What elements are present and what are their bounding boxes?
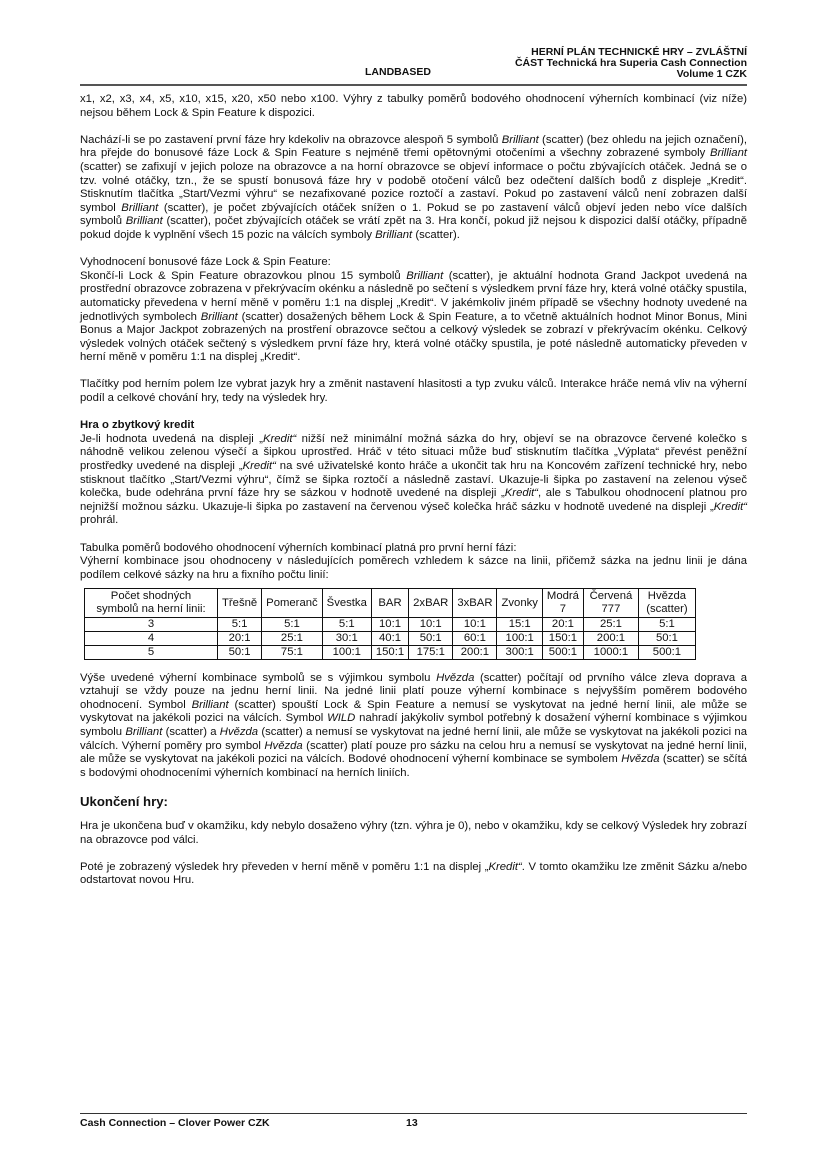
paytable-cell: 175:1 [409,645,453,659]
paytable-cell: 20:1 [218,631,262,645]
paragraph-game-end: Hra je ukončena buď v okamžiku, kdy nebylo dosaženo výhry (tzn. výhra je 0), nebo v okamžiku, kdy se celkový Výsledek hry zobrazí na obrazovce pod válci. [80,819,747,846]
paytable-header-cell: 3xBAR [453,589,497,617]
header-title-line3: Volume 1 CZK [676,68,747,80]
paytable-row [85,645,696,659]
paytable-cell: 100:1 [497,631,542,645]
page-header [80,44,747,82]
paytable-header-cell: Modrá 7 [542,589,583,617]
header-title-line1: HERNÍ PLÁN TECHNICKÉ HRY – ZVLÁŠTNÍ [531,46,747,58]
paytable-cell: 50:1 [638,631,695,645]
paytable-cell: 500:1 [542,645,583,659]
paytable-cell: 25:1 [262,631,323,645]
paytable-header-cell: Zvonky [497,589,542,617]
paytable-header-cell: Hvězda (scatter) [638,589,695,617]
header-divider [80,84,747,86]
page-footer [80,1117,418,1129]
paytable-cell: 5:1 [638,617,695,631]
paytable-cell: 200:1 [453,645,497,659]
paytable-cell: 75:1 [262,645,323,659]
paragraph-multipliers: x1, x2, x3, x4, x5, x10, x15, x20, x50 nebo x100. Výhry z tabulky poměrů bodového ohodnocení výherních kombinací (viz níže) nejsou během Lock & Spin Feature k dispozici. [80,93,747,119]
paytable-header-cell: Počet shodných symbolů na herní linii: [85,589,218,617]
paytable-header-cell: BAR [371,589,408,617]
paytable-row [85,631,696,645]
paytable-cell: 300:1 [497,645,542,659]
paytable-cell: 5:1 [218,617,262,631]
paytable-cell: 3 [85,617,218,631]
paytable-cell: 60:1 [453,631,497,645]
paytable-cell: 30:1 [322,631,371,645]
paytable-cell: 150:1 [542,631,583,645]
paragraph-residual-credit: Je-li hodnota uvedená na displeji „Kredit“ nižší než minimální možná sázka do hry, objeví se na obrazovce červené kolečko s náhodně velikou zelenou výsečí a šipkou uprostřed. Hráč v této situaci může buď stisknutím tlačítka „Výplata“ převést peněžní prostředky uvedené na displeji „Kredit“ na své uživatelské konto hráče a ukončit tak hru na Koncovém zařízení technické hry, nebo stisknout tlačítko „Start/Vezmi výhru“, čímž se šipka roztočí a následně zastaví. Ukazuje-li šipka po zastavení na zelenou výseč kolečka, bude odehrána první fáze hry se sázkou v hodnotě uvedené na displeji „Kredit“, ale s Tabulkou ohodnocení platnou pro nejnižší možnou sázku. Ukazuje-li šipka po zastavení na červenou výseč kolečka hráč sázku v hodnotě uvedené na displeji „Kredit“ prohrál. [80,432,748,527]
header-left: LANDBASED [365,66,431,78]
paytable-cell: 50:1 [409,631,453,645]
header-title-line2: ČÁST Technická hra Superia Cash Connection [514,57,747,69]
paytable-cell: 1000:1 [583,645,638,659]
paytable-cell: 150:1 [371,645,408,659]
page-content [80,93,747,901]
paytable-cell: 15:1 [497,617,542,631]
paytable-cell: 500:1 [638,645,695,659]
paragraph-lock-spin: Nachází-li se po zastavení první fáze hry kdekoliv na obrazovce alespoň 5 symbolů Brilliant (scatter) (bez ohledu na jejich označení), hra přejde do bonusové fáze Lock & Spin Feature s nejméně třemi opětovnými otočeními a všechny zobrazené symboly Brilliant (scatter) se zafixují v jejich poloze na obrazovce a na horní obrazovce se objeví informace o počtu zbývajících otáček. Jedná se o tzv. volné otáčky, tzn., že se spustí bonusová fáze hry v podobě otočení válců bez odečtení dalších bodů z displeje „Kredit“. Stisknutím tlačítka „Start/Vezmi výhru“ se nezafixované pozice roztočí a zastaví. Pokud po zastavení válců není zobrazen další symbol Brilliant (scatter), je počet zbývajících otáček snížen o 1. Pokud se po zastavení válců objeví jeden nebo více dalších symbolů Brilliant (scatter), počet zbývajících otáček se vrátí zpět na 3. Hra končí, pokud již nejsou k dispozici další otáčky, případně pokud dojde k vyplnění všech 15 pozic na válcích symboly Brilliant (scatter). [80,133,747,241]
paytable-cell: 25:1 [583,617,638,631]
footer-divider [80,1113,747,1114]
paytable-header-cell: Červená 777 [583,589,638,617]
paytable-cell: 5:1 [322,617,371,631]
paytable-header-cell: Švestka [322,589,371,617]
bonus-evaluation-title: Vyhodnocení bonusové fáze Lock & Spin Feature: [80,256,331,269]
paytable-cell: 5:1 [262,617,323,631]
paytable-cell: 4 [85,631,218,645]
paragraph-combinations: Výše uvedené výherní kombinace symbolů se s výjimkou symbolu Hvězda (scatter) počítají od prvního válce zleva doprava a vztahují se vždy pouze na jednu herní linii. Na jedné linii platí pouze výherní kombinace s nejvyšším poměrem bodového ohodnocení. Symbol Brilliant (scatter) spouští Lock & Spin Feature a nemusí se vyskytovat na jedné herní linii, ale může se vyskytovat na jakékoli pozici na válcích. Symbol WILD nahradí jakýkoliv symbol potřebný k dosažení výherní kombinace s výjimkou symbolu Brilliant (scatter) a Hvězda (scatter) a nemusí se vyskytovat na jedné herní linii, ale může se vyskytovat na jakékoli pozici na válcích. Výherní poměry pro symbol Hvězda (scatter) platí pouze pro sázku na celou hru a nemusí se vyskytovat na jedné herní linii, ale může se vyskytovat na jakékoli pozici na válcích. Bodové ohodnocení výherní kombinace se symbolem Hvězda (scatter) se sčítá s bodovými ohodnoceními výherních kombinací na herních liniích. [80,671,748,779]
paytable-cell: 5 [85,645,218,659]
paytable-row [85,617,696,631]
paytable-cell: 10:1 [409,617,453,631]
page-number: 13 [406,1117,418,1129]
paragraph-result-transfer: Poté je zobrazený výsledek hry převeden v herní měně v poměru 1:1 na displej „Kredit“. V tomto okamžiku lze změnit Sázku a/nebo odstartovat novou Hru. [80,860,747,887]
paytable-cell: 40:1 [371,631,408,645]
header-right [515,47,747,80]
paytable-cell: 100:1 [322,645,371,659]
paytable-cell: 20:1 [542,617,583,631]
paytable-header-cell: Pomeranč [262,589,323,617]
paytable-header-cell: Třešně [218,589,262,617]
paragraph-bonus-evaluation: Vyhodnocení bonusové fáze Lock & Spin Feature: Skončí-li Lock & Spin Feature obrazovkou plnou 15 symbolů Brilliant (scatter), je aktuální hodnota Grand Jackpot uvedená na prostřední obrazovce zobrazena v překrývacím okénku a následně po sečtení s výsledkem první fáze hry, která volné otáčky spustila, automaticky převedena v herní měně v poměru 1:1 na displej „Kredit“. V jakémkoliv jiném případě se všechny hodnoty uvedené na jednotlivých symbolech Brilliant (scatter) dosažených během Lock & Spin Feature, a to včetně aktuálních hodnot Minor Bonus, Mini Bonus a Major Jackpot zobrazených na prostření obrazovce sečtou a celkový výsledek se zobrazí v překrývacím okénku. Celkový výsledek volných otáček sečtený s výsledkem první fáze hry, která volné otáčky spustila, je poté následně automaticky převeden v herní měně v poměru 1:1 na displej „Kredit“. [80,256,748,364]
paytable-header-row [85,589,696,617]
paytable-header-cell: 2xBAR [409,589,453,617]
footer-title: Cash Connection – Clover Power CZK [80,1117,270,1129]
heading-game-end: Ukončení hry: [80,793,168,809]
heading-residual-credit: Hra o zbytkový kredit [80,419,195,432]
paytable-cell: 200:1 [583,631,638,645]
paytable-cell: 10:1 [453,617,497,631]
paytable-cell: 10:1 [371,617,408,631]
paytable-cell: 50:1 [218,645,262,659]
paytable [84,588,696,659]
paragraph-buttons: Tlačítky pod herním polem lze vybrat jazyk hry a změnit nastavení hlasitosti a typ zvuku válců. Interakce hráče nemá vliv na výherní podíl a celkové chování hry, tedy na výsledek hry. [80,378,747,405]
paragraph-paytable-intro: Tabulka poměrů bodového ohodnocení výherních kombinací platná pro první herní fázi: Výherní kombinace jsou ohodnoceny v následujících poměrech vzhledem k sázce na linii, přičemž sázka na jednu linii je dána podílem celkové sázky na hru a fixního počtu linií: [80,541,747,581]
